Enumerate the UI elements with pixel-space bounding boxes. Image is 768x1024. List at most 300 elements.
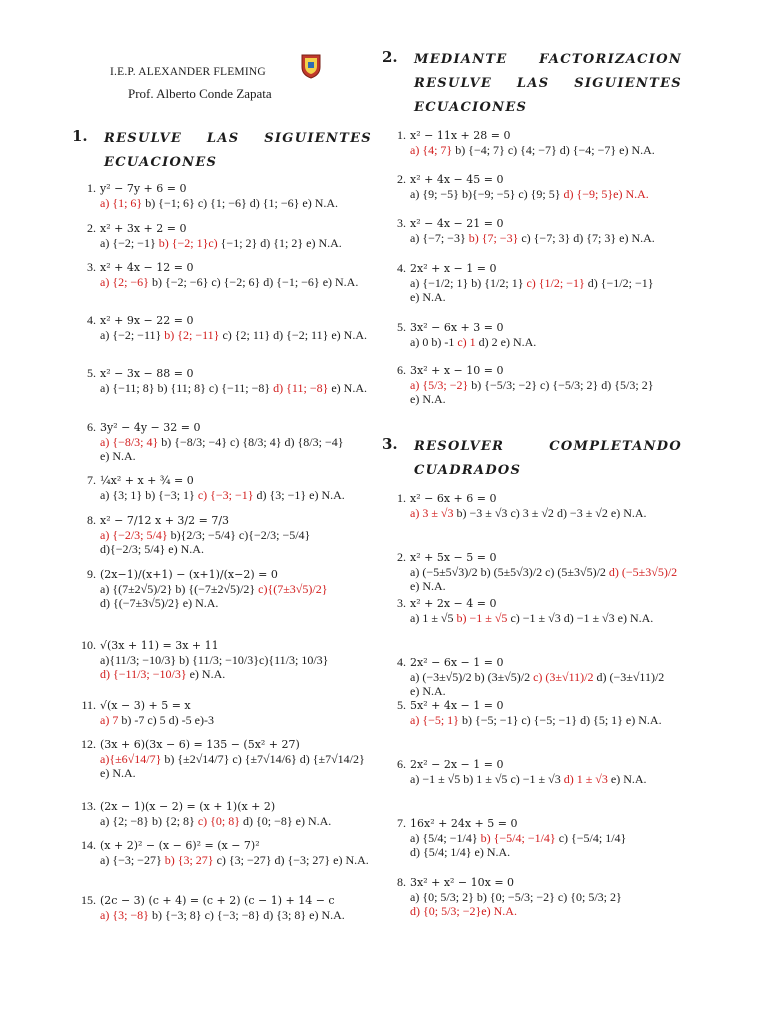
answer-option: e)-3 [194,713,214,727]
answer-option: d) {0; −8} [243,814,293,828]
exercise-number: 6. [87,420,96,434]
exercise-number: 6. [397,757,406,771]
answer-option: c) {2; 11} [222,328,271,342]
answer-option: d) −1 ± √3 [563,611,615,625]
answer-option: d) 2 [478,335,498,349]
answer-options [390,276,682,304]
answer-option: a) {−2; −1} [100,236,156,250]
answer-option: b) {(−7±2√5)/2} [175,582,256,596]
exercise-number: 3. [397,596,406,610]
answer-option: b) {1/2; 1} [471,276,524,290]
exercise-item [80,838,370,867]
answer-option: e) N.A. [410,290,446,304]
answer-option: d) {5; 1} [580,713,623,727]
answer-option: b) (3±√5)/2 [474,670,531,684]
answer-options [80,814,370,828]
exercise-number: 5. [87,366,96,380]
exercise-number: 1. [397,491,406,505]
answer-option: e) N.A. [309,908,345,922]
answer-option: c) {1; −6} [197,196,247,210]
answer-option: b) {−5; −1} [461,713,519,727]
answer-option: e) N.A. [189,667,226,681]
equation-text: 16x² + 24x + 5 = 0 [410,817,518,830]
equation [390,757,682,772]
exercise-number: 8. [397,875,406,889]
exercise-item [80,366,370,395]
answer-option: b) {−3; 1} [145,488,195,502]
section-number: 3. [382,435,398,453]
answer-option: e) N.A. [302,196,339,210]
answer-option: c) {−5/3; 2} [540,378,599,392]
answer-option: d) -5 [168,713,192,727]
answer-option: b) {−1; 6} [145,196,195,210]
exercise-number: 2. [397,172,406,186]
answer-options [390,231,682,245]
answer-options [390,565,682,593]
answer-options [80,381,370,395]
answer-options [80,435,370,463]
answer-option: c){−2/3; −5/4} [238,528,311,542]
answer-option: a) (−3±√5)/2 [410,670,472,684]
equation [80,473,370,488]
answer-option: d) {±7√14/2} [299,752,365,766]
answer-option: c) (5±3√5)/2 [545,565,606,579]
answer-options [390,713,682,727]
exercise-item [80,221,370,250]
exercise-item [80,513,370,556]
answer-option: b) 1 ± √5 [463,772,508,786]
equation-text: (3x + 6)(3x − 6) = 135 − (5x² + 27) [100,738,300,751]
answer-options [80,196,370,210]
equation [390,216,682,231]
equation [390,128,682,143]
answer-option: d) −3 ± √2 [556,506,608,520]
answer-option: e) N.A. [182,596,219,610]
correct-answer-option: c) {1/2; −1} [526,276,585,290]
school-name: I.E.P. ALEXANDER FLEMING [110,66,266,78]
equation [390,320,682,335]
exercise-item [390,596,682,625]
section-number: 2. [382,48,398,66]
answer-option: a) {−11; 8} [100,381,155,395]
equation-text: (2x−1)/(x+1) − (x+1)/(x−2) = 0 [100,568,278,581]
exercise-item [390,172,682,201]
answer-option: c) {−11; −8} [208,381,271,395]
exercise-item [390,757,682,786]
answer-options [390,831,682,859]
section-title: RESOLVER COMPLETANDO CUADRADOS [414,439,682,478]
exercise-item [80,567,370,610]
exercise-item [390,816,682,859]
answer-option: e) N.A. [410,579,446,593]
equation-text: x² − 3x − 88 = 0 [100,367,194,380]
answer-options [390,506,682,520]
answer-option: b) -7 [121,713,145,727]
exercise-item [390,655,682,698]
answer-option: d) {8/3; −4} [284,435,344,449]
exercise-number: 15. [81,893,96,907]
correct-answer-option: b) {3; 27} [164,853,214,867]
exercise-item [80,698,370,727]
answer-option: e) N.A. [617,611,654,625]
exercise-number: 1. [397,128,406,142]
answer-option: e) N.A. [410,684,446,698]
answer-option: b) {−2; −6} [151,275,209,289]
equation [80,221,370,236]
equation-text: x² + 4x − 12 = 0 [100,261,194,274]
answer-option: d) {(−7±3√5)/2} [100,596,180,610]
equation [390,491,682,506]
answer-option: c) 5 [147,713,166,727]
equation [390,172,682,187]
answer-option: c) {−7; 3} [521,231,571,245]
exercise-item [390,698,682,727]
answer-option: d) {−1; −6} [263,275,320,289]
answer-options [390,187,682,201]
answer-option: b){2/3; −5/4} [170,528,236,542]
section-1-heading [72,127,372,175]
correct-answer-option: a) {4; 7} [410,143,453,157]
section-2-heading [382,48,682,120]
answer-option: e) N.A. [610,772,647,786]
answer-options [80,908,370,922]
exercise-number: 2. [397,550,406,564]
answer-option: e) N.A. [333,853,369,867]
teacher-name: Prof. Alberto Conde Zapata [128,86,272,101]
equation-text: x² − 11x + 28 = 0 [410,129,511,142]
answer-option: c) {9; 5} [518,187,561,201]
correct-answer-option: b) {−5/4; −1/4} [480,831,556,845]
answer-option: d) {1; −6} [249,196,300,210]
exercise-item [390,875,682,918]
exercise-number: 1. [87,181,96,195]
exercise-number: 13. [81,799,96,813]
answer-options [80,528,370,556]
answer-option: d) {7; 3} [573,231,617,245]
answer-option: b) {−4; 7} [455,143,505,157]
correct-answer-option: b) {2; −11} [164,328,220,342]
equation [80,799,370,814]
equation [80,366,370,381]
equation-text: (2x − 1)(x − 2) = (x + 1)(x + 2) [100,800,276,813]
exercise-number: 7. [397,816,406,830]
correct-answer-option: a){±6√14/7} [100,752,162,766]
answer-option: c) {−2; 6} [211,275,261,289]
equation-text: (x + 2)² − (x − 6)² = (x − 7)² [100,839,260,852]
exercise-item [80,181,370,210]
answer-options [80,653,370,681]
equation-text: x² + 9x − 22 = 0 [100,314,194,327]
equation [80,698,370,713]
answer-options [80,328,370,342]
answer-option: c) {3; −27} [216,853,272,867]
answer-option: a) {−3; −27} [100,853,162,867]
correct-answer-option: d) {0; 5/3; −2}e) N.A. [410,904,517,918]
exercise-number: 7. [87,473,96,487]
correct-answer-option: c) {−3; −1} [197,488,254,502]
exercise-item [80,893,370,922]
exercise-number: 4. [87,313,96,327]
answer-option: b) (5±5√3)/2 [480,565,543,579]
equation-text: 3x² − 6x + 3 = 0 [410,321,504,334]
equation-text: (2c − 3) (c + 4) = (c + 2) (c − 1) + 14 − c [100,894,335,907]
answer-option: b) {2; 8} [151,814,195,828]
correct-answer-option: a) 3 ± √3 [410,506,454,520]
equation [80,420,370,435]
exercise-item [80,260,370,289]
exercise-item [390,128,682,157]
answer-option: e) N.A. [474,845,511,859]
equation [390,363,682,378]
answer-option: c) {0; 5/3; 2} [557,890,622,904]
equation-text: x² + 4x − 45 = 0 [410,173,504,186]
answer-options [390,378,682,406]
answer-option: d) {3; −1} [256,488,307,502]
exercise-item [390,320,682,349]
equation-text: x² − 4x − 21 = 0 [410,217,504,230]
answer-option: c) −1 ± √3 [510,772,561,786]
exercise-item [390,550,682,593]
equation [80,260,370,275]
answer-options [390,890,682,918]
answer-option: d) {5/4; 1/4} [410,845,472,859]
answer-options [80,582,370,610]
answer-option: e) N.A. [500,335,537,349]
correct-answer-option: a) {−5; 1} [410,713,459,727]
exercise-item [390,363,682,406]
equation [390,550,682,565]
equation [390,698,682,713]
answer-option: b) {±2√14/7} [164,752,230,766]
exercise-number: 6. [397,363,406,377]
answer-option: b) {11/3; −10/3}c){11/3; 10/3} [179,653,329,667]
equation-text: x² + 3x + 2 = 0 [100,222,187,235]
answer-option: c) {−5/4; 1/4} [558,831,627,845]
correct-answer-option: d) (−5±3√5)/2 [608,565,678,579]
correct-answer-option: a) {2; −6} [100,275,149,289]
answer-options [390,772,682,786]
equation-text: x² + 2x − 4 = 0 [410,597,497,610]
school-crest-icon [300,53,322,79]
exercise-number: 2. [87,221,96,235]
equation-text: 3y² − 4y − 32 = 0 [100,421,201,434]
answer-option: a) 0 [410,335,429,349]
answer-option: e) N.A. [610,506,647,520]
answer-option: d) {−3; 27} [274,853,331,867]
answer-options [80,713,370,727]
exercise-item [390,491,682,520]
correct-answer-option: b) −1 ± √5 [456,611,508,625]
equation [80,893,370,908]
answer-option: c) {4; −7} [507,143,557,157]
answer-options [390,611,682,625]
answer-options [80,236,370,250]
answer-option: a) {−1/2; 1} [410,276,469,290]
equation-text: x² + 5x − 5 = 0 [410,551,497,564]
answer-option: {−1; 2} [220,236,258,250]
exercise-number: 3. [87,260,96,274]
answer-options [80,488,370,502]
correct-answer-option: a) 7 [100,713,119,727]
answer-options [80,752,370,780]
answer-option: e) N.A. [306,236,342,250]
exercise-item [80,638,370,681]
answer-option: a) {−7; −3} [410,231,466,245]
correct-answer-option: d) 1 ± √3 [563,772,608,786]
answer-option: b){−9; −5} [461,187,516,201]
correct-answer-option: a) {1; 6} [100,196,143,210]
exercise-number: 4. [397,261,406,275]
equation-text: 2x² − 6x − 1 = 0 [410,656,504,669]
answer-options [80,853,370,867]
answer-option: e) N.A. [100,766,136,780]
answer-option: c) {8/3; 4} [230,435,282,449]
equation [390,875,682,890]
answer-options [390,335,682,349]
exercise-item [80,420,370,463]
exercise-item [80,737,370,780]
exercise-number: 9. [87,567,96,581]
equation-text: 5x² + 4x − 1 = 0 [410,699,504,712]
correct-answer-option: d) {−11/3; −10/3} [100,667,187,681]
exercise-number: 5. [397,320,406,334]
answer-options [390,670,682,698]
answer-option: a) {(7±2√5)/2} [100,582,173,596]
equation [80,513,370,528]
equation [80,567,370,582]
answer-option: c) {−5; −1} [521,713,578,727]
equation [80,638,370,653]
answer-option: a) {5/4; −1/4} [410,831,478,845]
answer-option: d) (−3±√11)/2 [596,670,665,684]
answer-option: c) {±7√14/6} [232,752,297,766]
answer-option: e) N.A. [625,713,662,727]
answer-option: b) −3 ± √3 [456,506,508,520]
exercise-number: 5. [397,698,406,712]
equation [80,737,370,752]
correct-answer-option: d) {11; −8} [273,381,329,395]
answer-option: a) {−2; −11} [100,328,162,342]
answer-option: d) {−1/2; −1} [587,276,654,290]
equation [80,181,370,196]
answer-option: b) {−5/3; −2} [471,378,537,392]
correct-answer-option: a) {−2/3; 5/4} [100,528,168,542]
correct-answer-option: b) {7; −3} [468,231,519,245]
section-number: 1. [72,127,88,145]
equation [390,655,682,670]
answer-option: b) -1 [431,335,455,349]
answer-option: d){−2/3; 5/4} [100,542,166,556]
equation-text: 3x² + x − 10 = 0 [410,364,504,377]
equation-text: 3x² + x² − 10x = 0 [410,876,515,889]
answer-option: b) {−3; 8} [151,908,202,922]
answer-option: b) {11; 8} [157,381,206,395]
equation [390,596,682,611]
answer-option: e) N.A. [168,542,204,556]
answer-option: c) 3 ± √2 [510,506,554,520]
answer-option: e) N.A. [331,381,367,395]
exercise-number: 3. [397,216,406,230]
answer-option: e) N.A. [100,449,136,463]
correct-answer-option: c){(7±3√5)/2} [258,582,328,596]
answer-option: a) 1 ± √5 [410,611,454,625]
exercise-item [80,799,370,828]
answer-option: e) N.A. [331,328,367,342]
answer-option: e) N.A. [619,231,655,245]
answer-option: a) (−5±5√3)/2 [410,565,478,579]
equation [80,838,370,853]
equation-text: y² − 7y + 6 = 0 [100,182,187,195]
exercise-number: 12. [81,737,96,751]
equation-text: ¼x² + x + ¾ = 0 [100,474,194,487]
section-title: RESULVE LAS SIGUIENTES ECUACIONES [104,131,372,170]
correct-answer-option: a) {3; −8} [100,908,149,922]
answer-option: e) N.A. [619,143,655,157]
answer-option: d) {−2; 11} [273,328,329,342]
exercise-number: 14. [81,838,96,852]
answer-option: d) {1; 2} [260,236,304,250]
correct-answer-option: a) {5/3; −2} [410,378,469,392]
equation-text: 2x² + x − 1 = 0 [410,262,497,275]
correct-answer-option: a) {−8/3; 4} [100,435,159,449]
answer-option: d) {5/3; 2} [601,378,654,392]
exercise-number: 4. [397,655,406,669]
exercise-item [80,473,370,502]
answer-option: b) {−8/3; −4} [161,435,227,449]
equation [80,313,370,328]
document-header [110,66,370,102]
correct-answer-option: b) {−2; 1}c) [158,236,218,250]
equation-text: √(3x + 11) = 3x + 11 [100,639,219,652]
correct-answer-option: c) (3±√11)/2 [533,670,594,684]
answer-option: a) {9; −5} [410,187,459,201]
exercise-item [390,261,682,304]
answer-option: e) N.A. [295,814,332,828]
equation-text: x² − 6x + 6 = 0 [410,492,497,505]
exercise-number: 8. [87,513,96,527]
answer-option: a) {0; 5/3; 2} [410,890,474,904]
answer-option: b) {0; −5/3; −2} [476,890,555,904]
section-title: MEDIANTE FACTORIZACION RESULVE LAS SIGUIENTES ECUACIONES [414,52,682,115]
exercise-item [390,216,682,245]
equation-text: x² − 7/12 x + 3/2 = 7/3 [100,514,230,527]
equation [390,816,682,831]
equation-text: 2x² − 2x − 1 = 0 [410,758,504,771]
correct-answer-option: c) 1 [457,335,476,349]
correct-answer-option: c) {0; 8} [197,814,240,828]
exercise-number: 10. [81,638,96,652]
answer-option: d) {3; 8} [263,908,307,922]
answer-option: c) −1 ± √3 [510,611,561,625]
exercise-number: 11. [81,698,96,712]
section-3-heading [382,435,682,483]
answer-option: c) {−3; −8} [204,908,261,922]
answer-option: a) {2; −8} [100,814,149,828]
equation [390,261,682,276]
answer-option: e) N.A. [322,275,359,289]
answer-option: e) N.A. [309,488,345,502]
exercise-item [80,313,370,342]
correct-answer-option: d) {−9; 5}e) N.A. [563,187,649,201]
equation-text: √(x − 3) + 5 = x [100,699,191,712]
answer-option: a) −1 ± √5 [410,772,461,786]
answer-option: a){11/3; −10/3} [100,653,177,667]
answer-options [390,143,682,157]
answer-options [80,275,370,289]
answer-option: d) {−4; −7} [559,143,617,157]
answer-option: e) N.A. [410,392,446,406]
answer-option: a) {3; 1} [100,488,143,502]
